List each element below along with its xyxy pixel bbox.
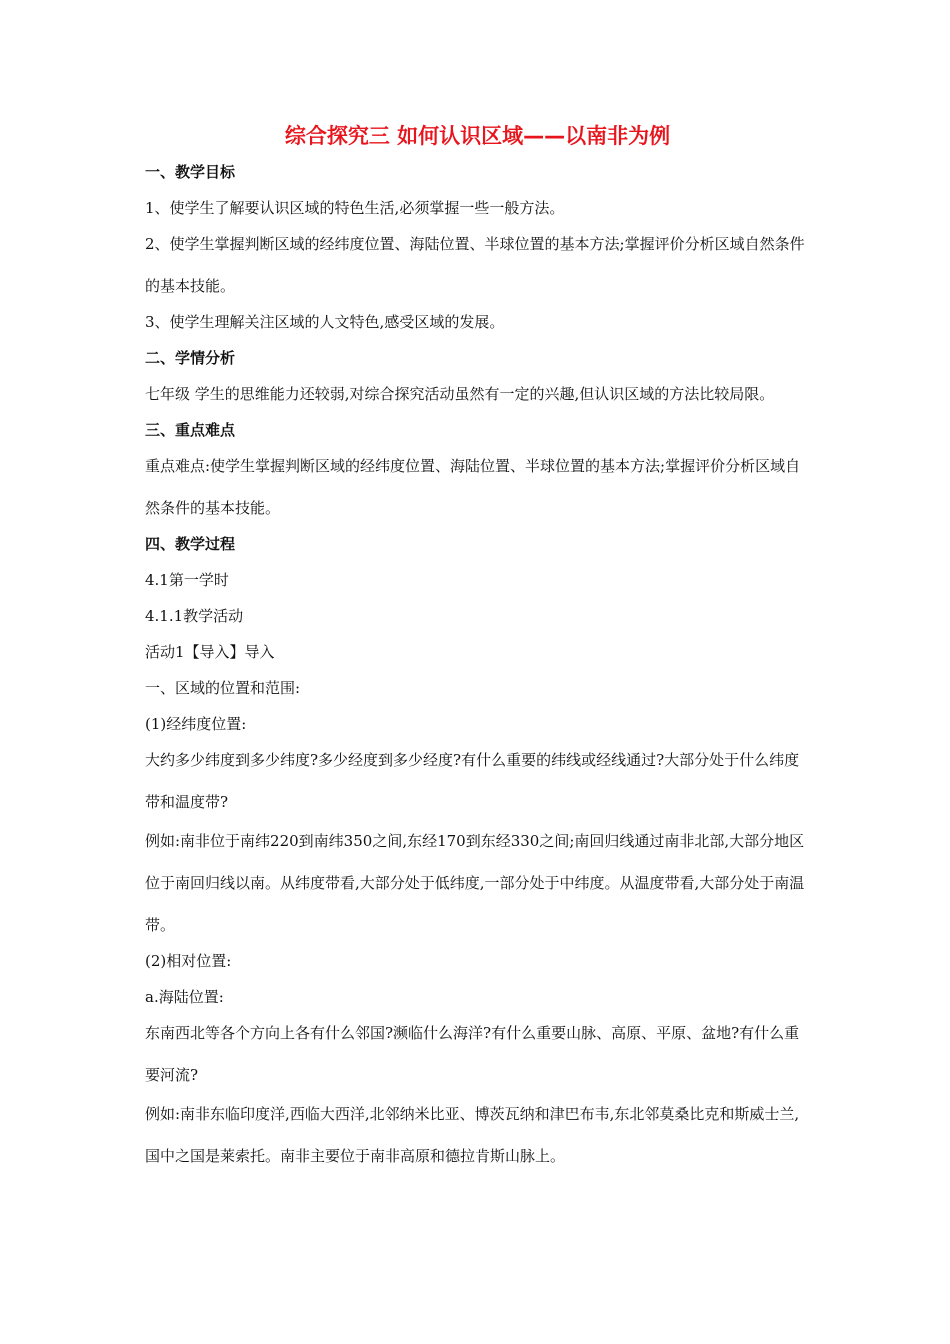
objective-1: 1、使学生了解要认识区域的特色生活,必须掌握一些一般方法。 (145, 199, 565, 217)
sea-land-example-paragraph: 例如:南非东临印度洋,西临大西洋,北邻纳米比亚、博茨瓦纳和津巴布韦,东北邻莫桑比克和斯威士兰,国中之国是莱索托。南非主要位于南非高原和德拉肯斯山脉上。 (145, 1105, 800, 1165)
process-line-sea-land: a.海陆位置: (145, 988, 224, 1006)
latlong-example-paragraph: 例如:南非位于南纬220到南纬350之间,东经170到东经330之间;南回归线通过南非北部,大部分地区位于南回归线以南。从纬度带看,大部分处于低纬度,一部分处于中纬度。从温度带看,大部分处于南温带。 (145, 832, 805, 934)
objective-2: 2、使学生掌握判断区域的经纬度位置、海陆位置、半球位置的基本方法;掌握评价分析区域自然条件的基本技能。 (145, 235, 805, 295)
process-line-lesson: 4.1第一学时 (145, 571, 229, 589)
analysis-paragraph: 七年级 学生的思维能力还较弱,对综合探究活动虽然有一定的兴趣,但认识区域的方法比较局限。 (145, 385, 775, 403)
sea-land-question-paragraph: 东南西北等各个方向上各有什么邻国?濒临什么海洋?有什么重要山脉、高原、平原、盆地?有什么重要河流? (145, 1024, 800, 1084)
objective-3: 3、使学生理解关注区域的人文特色,感受区域的发展。 (145, 313, 505, 331)
document-page (145, 118, 810, 1174)
section-heading-objectives: 一、教学目标 (145, 163, 236, 181)
process-line-latlong: (1)经纬度位置: (145, 715, 247, 733)
process-line-intro: 活动1【导入】导入 (145, 643, 275, 661)
process-line-relative: (2)相对位置: (145, 952, 232, 970)
section-heading-key-points: 三、重点难点 (145, 421, 236, 439)
section-heading-process: 四、教学过程 (145, 535, 236, 553)
page-title: 综合探究三 如何认识区域——以南非为例 (284, 124, 671, 148)
latlong-question-paragraph: 大约多少纬度到多少纬度?多少经度到多少经度?有什么重要的纬线或经线通过?大部分处于什么纬度带和温度带? (145, 751, 800, 811)
process-line-location: 一、区域的位置和范围: (145, 679, 301, 697)
section-heading-analysis: 二、学情分析 (145, 349, 236, 367)
process-line-activity: 4.1.1教学活动 (145, 607, 244, 625)
key-points-paragraph: 重点难点:使学生掌握判断区域的经纬度位置、海陆位置、半球位置的基本方法;掌握评价分析区域自然条件的基本技能。 (145, 457, 801, 517)
